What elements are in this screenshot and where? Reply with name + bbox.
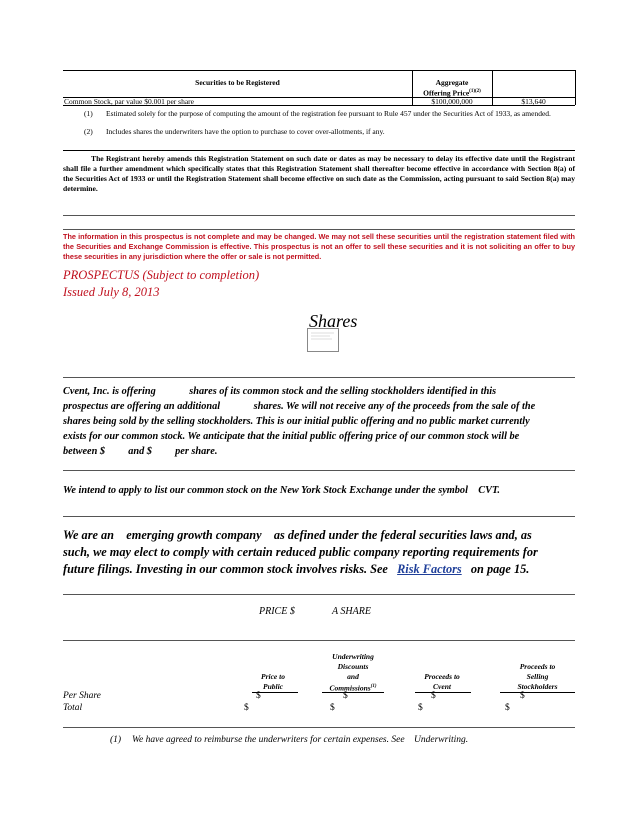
- offering-line-3: shares being sold by the selling stockholders. This is our initial public offering and no public market currently: [63, 416, 530, 427]
- bottom-footnote-num: (1): [110, 735, 122, 745]
- egc-line-1: We are an emerging growth company as defined under the federal securities laws and, as: [63, 528, 532, 542]
- a-share-label: A SHARE: [332, 606, 371, 617]
- row-per-share-c1: $: [256, 691, 261, 701]
- row-total-label: Total: [63, 703, 83, 713]
- header-proceeds-cvent: Proceeds to Cvent: [424, 672, 460, 691]
- divider-1: [63, 215, 575, 216]
- offering-line-5: between $ and $ per share.: [63, 446, 218, 457]
- header-proceeds-selling: Proceeds to Selling Stockholders: [517, 662, 558, 691]
- divider-price-top: [63, 594, 575, 595]
- header-underwriting: Underwriting Discounts and Commissions$^{(1)}$: [329, 652, 377, 693]
- header-underline-3: [415, 692, 471, 693]
- company-logo-placeholder: [307, 328, 339, 352]
- offering-line-4: exists for our common stock. We anticipate that the initial public offering price of our common stock will be: [63, 431, 520, 442]
- footnote-1-num: (1): [84, 109, 93, 118]
- offering-line-2: prospectus are offering an additional shares. We will not receive any of the proceeds from the sale of the: [63, 401, 536, 412]
- header-price-to-public: Price to Public: [261, 672, 285, 691]
- row-total-c4: $: [505, 703, 510, 713]
- divider-pricing-table-top: [63, 640, 575, 641]
- fee-row-fee: $13,640: [521, 97, 546, 106]
- prospectus-title: PROSPECTUS (Subject to completion): [63, 268, 260, 282]
- fee-table-divider-3: [575, 70, 576, 105]
- nyse-listing: We intend to apply to list our common stock on the New York Stock Exchange under the symbol CVT.: [63, 485, 500, 496]
- divider-2: [63, 229, 575, 230]
- divider-nyse-top: [63, 470, 575, 471]
- row-total-c2: $: [330, 703, 335, 713]
- divider-bottom: [63, 727, 575, 728]
- egc-line-2: such, we may elect to comply with certain reduced public company reporting requirements for: [63, 545, 538, 559]
- red-herring-notice: The information in this prospectus is not complete and may be changed. We may not sell these securities until the registration statement filed with the Securities and Exchange Commission is effective. This prospectus is not an offer to sell these securities and it is not soliciting an offer to buy these securities in any jurisdiction where the offer or sale is not permitted.: [63, 232, 575, 261]
- shares-heading: Shares: [309, 311, 358, 331]
- fee-header-price-line1: Aggregate: [435, 78, 469, 87]
- fee-table-top-border: [63, 70, 575, 71]
- divider-egc-top: [63, 516, 575, 517]
- row-per-share-c2: $: [343, 691, 348, 701]
- footnote-2-text: Includes shares the underwriters have the option to purchase to cover over-allotments, if any.: [106, 127, 385, 136]
- row-per-share-c4: $: [520, 691, 525, 701]
- fee-row-security: Common Stock, par value $0.001 per share: [64, 97, 194, 106]
- offering-line-1: Cvent, Inc. is offering shares of its common stock and the selling stockholders identified in this: [63, 386, 497, 397]
- row-per-share-label: Per Share: [63, 691, 101, 701]
- risk-factors-link[interactable]: Risk Factors: [397, 562, 462, 576]
- fee-header-price-line2: Offering Price$^{(1)(2)}$: [423, 88, 481, 98]
- fee-header-securities: Securities to be Registered: [195, 78, 280, 87]
- header-underline-2: [322, 692, 384, 693]
- header-underline-4: [500, 692, 575, 693]
- row-total-c3: $: [418, 703, 423, 713]
- bottom-footnote-text: We have agreed to reimburse the underwriters for certain expenses. See Underwriting.: [132, 735, 469, 745]
- fee-row-price: $100,000,000: [431, 97, 473, 106]
- registrant-amendment: The Registrant hereby amends this Registration Statement on such date or dates as may be necessary to delay its effective date until the Registrant shall file a further amendment which specifically states that this Registration Statement shall thereafter become effective in accordance with Section 8(a) of the Securities Act of 1933 or until the Registration Statement shall become effective on such date as the Commission, acting pursuant to said Section 8(a) may determine.: [63, 154, 575, 193]
- footnote-2-num: (2): [84, 127, 93, 136]
- egc-line-3: future filings. Investing in our common stock involves risks. See Risk Factors on page 15.: [63, 562, 530, 576]
- price-label: PRICE $: [259, 606, 295, 617]
- divider-offering-top: [63, 377, 575, 378]
- footnote-1-text: Estimated solely for the purpose of computing the amount of the registration fee pursuant to Rule 457 under the Securities Act of 1933, as amended.: [106, 109, 551, 118]
- divider-amendment-top: [63, 150, 575, 151]
- row-total-c1: $: [244, 703, 249, 713]
- logo-placeholder-icon: [308, 329, 338, 351]
- row-per-share-c3: $: [431, 691, 436, 701]
- issued-date: Issued July 8, 2013: [63, 285, 160, 299]
